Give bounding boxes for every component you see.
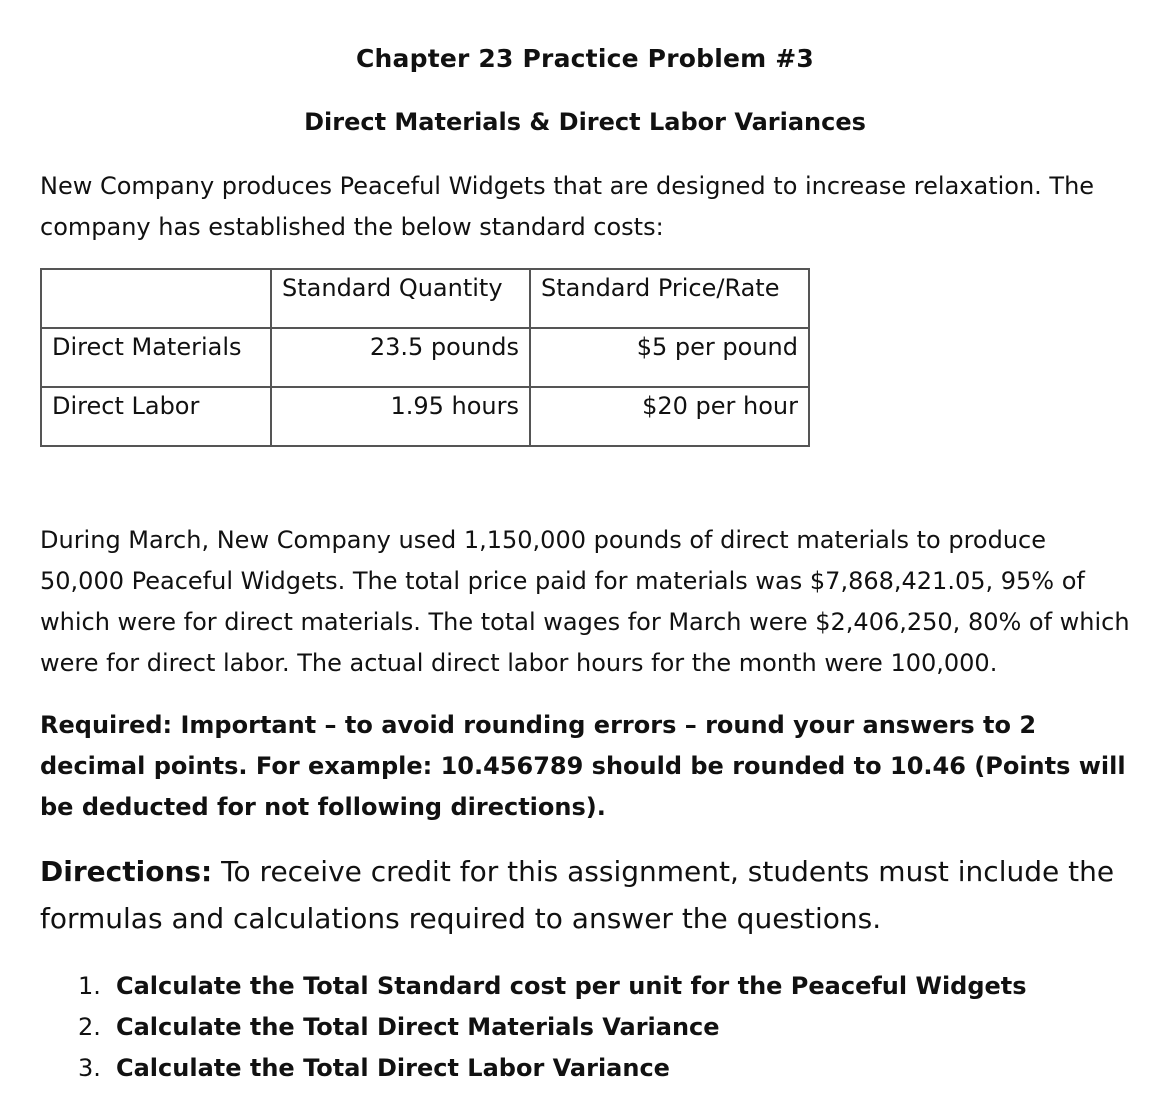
question-number: 1. <box>78 972 101 1000</box>
question-text: Calculate the Total Standard cost per unit for the Peaceful Widgets <box>116 972 1027 1000</box>
question-number: 3. <box>78 1054 101 1082</box>
scenario-paragraph: During March, New Company used 1,150,000 pounds of direct materials to produce 50,000 Peaceful Widgets. The total price paid for materials was $7,868,421.05, 95% of which were for direct materials. The total wages for March were $2,406,250, 80% of which were for direct labor. The actual direct labor hours for the month were 100,000. <box>40 526 1130 677</box>
page-title: Chapter 23 Practice Problem #3 <box>355 44 815 73</box>
list-item <box>78 966 1027 1007</box>
table-row <box>41 387 809 446</box>
standard-costs-table <box>40 268 810 447</box>
standard-price-cell: $5 per pound <box>530 328 809 387</box>
directions-paragraph <box>40 848 1130 942</box>
standard-price-cell: $20 per hour <box>530 387 809 446</box>
table-header-cell: Standard Price/Rate <box>530 269 809 328</box>
table-header-cell: Standard Quantity <box>271 269 530 328</box>
row-label: Direct Materials <box>41 328 271 387</box>
question-text: Calculate the Total Direct Labor Variance <box>116 1054 670 1082</box>
list-item <box>78 1007 1027 1048</box>
questions-list <box>78 966 1027 1089</box>
list-item <box>78 1048 1027 1089</box>
row-label: Direct Labor <box>41 387 271 446</box>
directions-lead: Directions: <box>40 855 213 888</box>
standard-quantity-cell: 23.5 pounds <box>271 328 530 387</box>
directions-text: To receive credit for this assignment, students must include the formulas and calculations required to answer the questions. <box>40 855 1115 935</box>
table-header-row <box>41 269 809 328</box>
table-header-cell <box>41 269 271 328</box>
page-subtitle: Direct Materials & Direct Labor Variances <box>304 108 866 136</box>
question-number: 2. <box>78 1013 101 1041</box>
question-text: Calculate the Total Direct Materials Variance <box>116 1013 720 1041</box>
required-paragraph: Required: Important – to avoid rounding errors – round your answers to 2 decimal points. For example: 10.456789 should be rounded to 10.46 (Points will be deducted for not following directions). <box>40 711 1126 821</box>
intro-paragraph: New Company produces Peaceful Widgets that are designed to increase relaxation. The company has established the below standard costs: <box>40 172 1095 241</box>
standard-quantity-cell: 1.95 hours <box>271 387 530 446</box>
table-row <box>41 328 809 387</box>
